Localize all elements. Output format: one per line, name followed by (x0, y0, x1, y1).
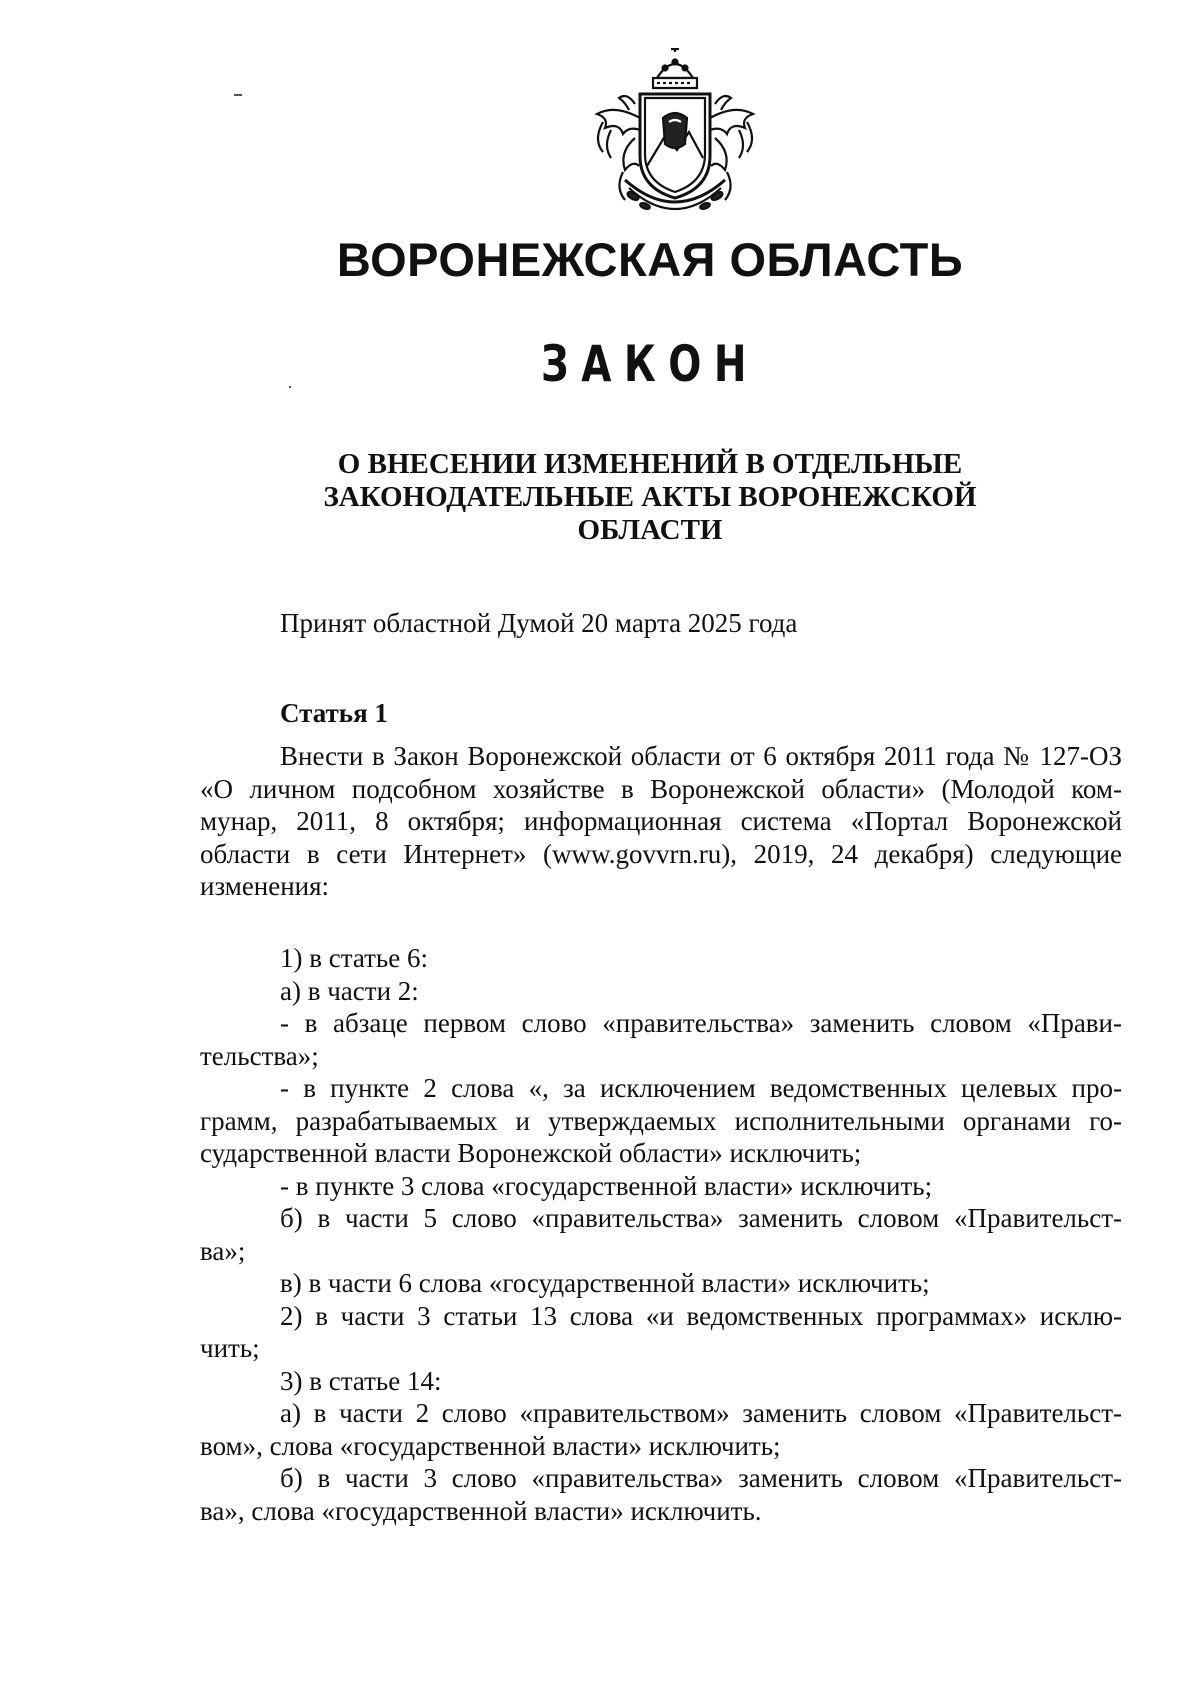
law-title (300, 448, 1000, 547)
law-title-line: ОБЛАСТИ (577, 514, 723, 546)
region-heading: ВОРОНЕЖСКАЯ ОБЛАСТЬ (336, 233, 964, 286)
text-line: б) в части 5 слово «правительства» заменить словом «Правительст- (280, 1203, 1122, 1233)
text-line: грамм, разрабатываемых и утверждаемых исполнительными органами го- (200, 1105, 1122, 1136)
text-line: а) в части 2 слово «правительством» заменить словом «Правительст- (280, 1398, 1122, 1428)
text-line: 3) в статье 14: (280, 1365, 442, 1396)
scan-speck (289, 386, 291, 388)
text-line: - в пункте 3 слова «государственной власти» исключить; (280, 1170, 933, 1201)
text-line: тельства»; (200, 1040, 319, 1071)
article-heading: Статья 1 (280, 698, 388, 728)
text-line: области в сети Интернет» (www.govvrn.ru), 2019, 24 декабря) следующие (200, 838, 1122, 869)
text-line: изменения: (200, 871, 330, 901)
text-line: мунар, 2011, 8 октября; информационная система «Портал Воронежской (200, 806, 1122, 836)
text-line: а) в части 2: (280, 975, 419, 1006)
document-type-heading: ЗАКОН (541, 335, 759, 393)
amendment-list (200, 942, 1122, 1527)
article-intro (200, 740, 1122, 903)
law-title-line: ЗАКОНОДАТЕЛЬНЫЕ АКТЫ ВОРОНЕЖСКОЙ (323, 481, 977, 513)
text-line: ва», слова «государственной власти» исключить. (200, 1495, 762, 1526)
text-line: Внести в Закон Воронежской области от 6 октября 2011 года № 127-ОЗ (280, 741, 1122, 771)
text-line: - в абзаце первом слово «правительства» заменить словом «Прави- (280, 1008, 1122, 1038)
text-line: 1) в статье 6: (280, 943, 428, 973)
text-line: сударственной власти Воронежской области» исключить; (200, 1138, 862, 1168)
text-line: б) в части 3 слово «правительства» заменить словом «Правительст- (280, 1463, 1122, 1493)
text-line: в) в части 6 слова «государственной власти» исключить; (280, 1268, 930, 1298)
text-line: «О личном подсобном хозяйстве в Воронежской области» (Молодой ком- (200, 773, 1122, 804)
law-title-line: О ВНЕСЕНИИ ИЗМЕНЕНИЙ В ОТДЕЛЬНЫЕ (337, 448, 963, 480)
text-line: - в пункте 2 слова «, за исключением ведомственных целевых про- (280, 1073, 1122, 1103)
text-line: ва»; (200, 1235, 246, 1266)
coat-of-arms-emblem (585, 48, 765, 220)
scan-speck (234, 94, 242, 96)
text-line: 2) в части 3 статьи 13 слова «и ведомственных программах» исклю- (280, 1300, 1122, 1331)
text-line: чить; (200, 1333, 260, 1363)
text-line: вом», слова «государственной власти» исключить; (200, 1430, 781, 1461)
adoption-line: Принят областной Думой 20 марта 2025 года (280, 608, 798, 638)
